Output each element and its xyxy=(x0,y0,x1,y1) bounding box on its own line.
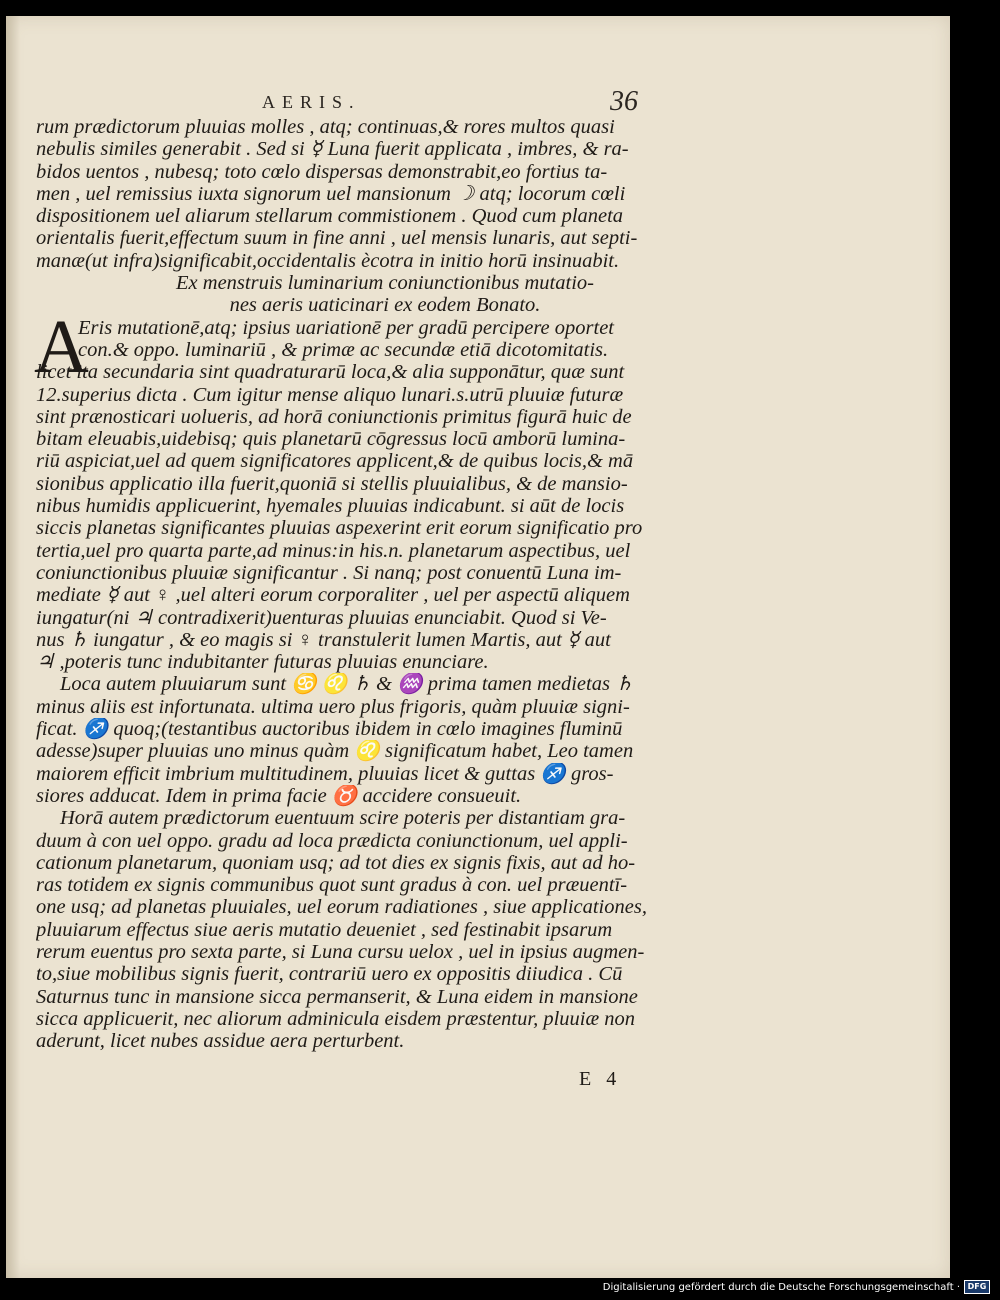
section-heading xyxy=(36,272,718,317)
paragraph-1 xyxy=(36,116,718,272)
paragraph-3 xyxy=(36,673,718,807)
text-line: minus aliis est infortunata. ultima uero plus frigoris, quàm pluuiæ signi- xyxy=(36,695,630,718)
text-line: men , uel remissius iuxta signorum uel mansionum ☽ atq; locorum cœli xyxy=(36,182,626,205)
text-line: licet ita secundaria sint quadraturarū loca,& alia supponātur, quæ sunt xyxy=(36,361,625,384)
text-line: siccis planetas significantes pluuias aspexerint erit eorum significatio pro xyxy=(36,517,643,540)
text-line: iungatur(ni ♃ contradixerit)uenturas pluuias enunciabit. Quod si Ve- xyxy=(36,606,607,629)
text-line: riū aspiciat,uel ad quem significatores applicent,& de quibus locis,& mā xyxy=(36,450,634,473)
text-line: coniunctionibus pluuiæ significantur . Si nanq; post conuentū Luna im- xyxy=(36,561,622,584)
footer-credit: Digitalisierung gefördert durch die Deutsche Forschungsgemeinschaft · xyxy=(602,1281,960,1293)
dfg-logo-icon: DFG xyxy=(964,1280,990,1294)
text-line: mediate ☿ aut ♀ ,uel alteri eorum corporaliter , uel per aspectū aliquem xyxy=(36,584,630,607)
text-line: maiorem efficit imbrium multitudinem, pluuias licet & guttas ♐ gros- xyxy=(36,762,614,785)
text-line: pluuiarum effectus siue aeris mutatio deueniet , sed festinabit ipsarum xyxy=(36,918,613,941)
text-line: Saturnus tunc in mansione sicca permanserit, & Luna eidem in mansione xyxy=(36,985,638,1008)
body-text xyxy=(36,116,718,1052)
text-line: ♃ ,poteris tunc indubitanter futuras pluuias enunciare. xyxy=(36,651,489,674)
drop-cap-initial: A xyxy=(34,304,89,389)
text-line: bidos uentos , nubesq; toto cœlo dispersas demonstrabit,eo fortius ta- xyxy=(36,160,608,183)
text-line: tertia,uel pro quarta parte,ad minus:in his.n. planetarum aspectibus, uel xyxy=(36,539,631,562)
text-line: one usq; ad planetas pluuiales, uel eorum radiationes , siue applicationes, xyxy=(36,896,647,919)
text-line: adesse)super pluuias uno minus quàm ♌ significatum habet, Leo tamen xyxy=(36,740,634,763)
text-line: nebulis similes generabit . Sed si ☿ Luna fuerit applicata , imbres, & ra- xyxy=(36,138,629,161)
text-line: manæ(ut infra)significabit,occidentalis ècotra in initio horū insinuabit. xyxy=(36,249,620,272)
text-line: duum à con uel oppo. gradu ad loca prædicta coniunctionum, uel appli- xyxy=(36,829,628,852)
text-line: sicca applicuerit, nec aliorum adminicula eisdem præstentur, pluuiæ non xyxy=(36,1007,636,1030)
text-line: to,siue mobilibus signis fuerit, contrariū uero ex oppositis diiudica . Cū xyxy=(36,963,623,986)
text-line: nus ♄ iungatur , & eo magis si ♀ transtulerit lumen Martis, aut ☿ aut xyxy=(36,628,611,651)
heading-line: Ex menstruis luminarium coniunctionibus mutatio- xyxy=(176,272,594,295)
text-line: rerum euentus pro sexta parte, si Luna cursu uelox , uel in ipsius augmen- xyxy=(36,940,645,963)
page-number: 36 xyxy=(610,86,638,117)
page-gutter-shadow xyxy=(6,16,20,1278)
text-line: 12.superius dicta . Cum igitur mense aliquo lunari.s.utrū pluuiæ futuræ xyxy=(36,383,624,406)
text-line: bitam eleuabis,uidebisq; quis planetarū cōgressus locū amborū lumina- xyxy=(36,428,626,451)
running-head: AERIS. xyxy=(262,92,361,112)
digitization-footer xyxy=(603,1280,990,1294)
text-line: ras totidem ex signis communibus quot sunt gradus à con. uel præuentī- xyxy=(36,874,628,897)
text-line: sint prænosticari uolueris, ad horā coniunctionis primitus figurā huic de xyxy=(36,405,632,428)
text-line: rum prædictorum pluuias molles , atq; continuas,& rores multos quasi xyxy=(36,116,615,138)
text-line: orientalis fuerit,effectum suum in fine anni , uel mensis lunaris, aut septi- xyxy=(36,227,638,250)
text-line: nibus humidis applicuerint, hyemales pluuias indicabunt. si aūt de locis xyxy=(36,495,625,518)
book-page xyxy=(6,16,950,1278)
text-line: dispositionem uel aliarum stellarum commistionem . Quod cum planeta xyxy=(36,205,624,228)
text-line: cationum planetarum, quoniam usq; ad tot dies ex signis fixis, aut ad ho- xyxy=(36,851,636,874)
text-line: ficat. ♐ quoq;(testantibus auctoribus ibidem in cœlo imagines fluminū xyxy=(36,718,623,741)
text-line: sionibus applicatio illa fuerit,quoniā si stellis pluuialibus, & de mansio- xyxy=(36,472,628,495)
signature-mark: E 4 xyxy=(579,1068,617,1090)
text-line: con.& oppo. luminariū , & primæ ac secundæ etiā dicotomitatis. xyxy=(78,338,609,361)
text-line: aderunt, licet nubes assidue aera perturbent. xyxy=(36,1030,405,1053)
text-line: Loca autem pluuiarum sunt ♋ ♌ ♄ & ♒ prima tamen medietas ♄ xyxy=(60,673,634,696)
paragraph-4 xyxy=(36,807,718,1052)
text-line: Eris mutationē,atq; ipsius uariationē per gradū percipere oportet xyxy=(78,316,614,339)
text-line: Horā autem prædictorum euentuum scire poteris per distantiam gra- xyxy=(60,807,626,830)
text-line: siores adducat. Idem in prima facie ♉ accidere consueuit. xyxy=(36,784,522,807)
heading-line: nes aeris uaticinari ex eodem Bonato. xyxy=(229,294,541,317)
